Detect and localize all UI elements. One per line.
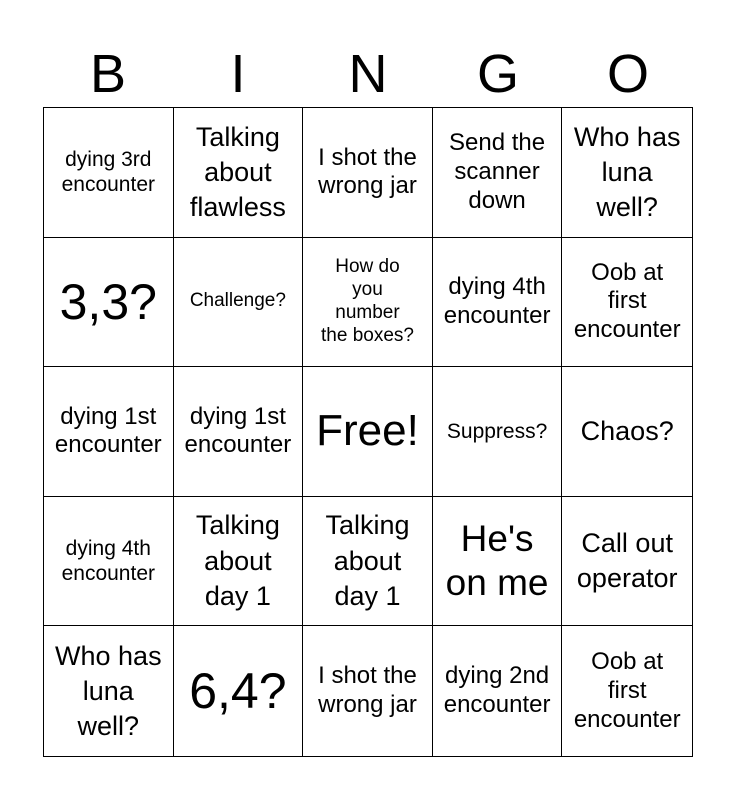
header-letter-g: G	[476, 44, 519, 104]
bingo-cell-text: Call out operator	[576, 528, 678, 594]
header-letter-n: N	[348, 44, 388, 104]
header-letter-o: O	[606, 44, 649, 104]
bingo-cell-r3-c4[interactable]	[433, 367, 563, 497]
bingo-cell-r2-c5[interactable]	[562, 238, 692, 368]
bingo-cell-r3-c5[interactable]	[562, 367, 692, 497]
bingo-cell-text: He's on me	[445, 517, 549, 604]
bingo-cell-text: Talking about flawless	[189, 121, 286, 222]
bingo-cell-text: dying 4th encounter	[61, 536, 155, 586]
bingo-cell-r1-c5[interactable]	[562, 108, 692, 238]
bingo-cell-text: Challenge?	[189, 290, 286, 312]
bingo-cell-r4-c4[interactable]	[433, 497, 563, 627]
header-letter-i: I	[230, 44, 246, 104]
bingo-grid	[43, 107, 693, 757]
bingo-cell-text: dying 1st encounter	[54, 402, 162, 459]
bingo-cell-text: Talking about day 1	[195, 510, 280, 611]
bingo-cell-r5-c5[interactable]	[562, 626, 692, 756]
bingo-cell-r2-c4[interactable]	[433, 238, 563, 368]
bingo-cell-r5-c2[interactable]	[174, 626, 304, 756]
bingo-cell-r2-c3[interactable]	[303, 238, 433, 368]
bingo-cell-r3-c3[interactable]	[303, 367, 433, 497]
bingo-cell-text: Who has luna well?	[55, 640, 162, 741]
bingo-cell-text: 6,4?	[189, 663, 287, 720]
bingo-cell-r2-c1[interactable]	[44, 238, 174, 368]
bingo-cell-text: Free!	[316, 406, 419, 456]
bingo-cell-text: Talking about day 1	[325, 510, 410, 611]
bingo-cell-r4-c5[interactable]	[562, 497, 692, 627]
bingo-cell-text: How do you number the boxes?	[321, 256, 414, 346]
bingo-cell-r1-c2[interactable]	[174, 108, 304, 238]
bingo-cell-text: Suppress?	[446, 419, 548, 443]
bingo-cell-text: I shot the wrong jar	[318, 143, 417, 200]
bingo-cell-text: 3,3?	[59, 273, 157, 330]
bingo-cell-r5-c3[interactable]	[303, 626, 433, 756]
bingo-cell-text: dying 4th encounter	[443, 273, 551, 329]
header-letter-b: B	[89, 44, 127, 104]
bingo-cell-r1-c1[interactable]	[44, 108, 174, 238]
bingo-header	[43, 40, 693, 108]
bingo-cell-text: Chaos?	[580, 415, 674, 446]
bingo-cell-r4-c2[interactable]	[174, 497, 304, 627]
bingo-cell-r4-c3[interactable]	[303, 497, 433, 627]
bingo-cell-text: dying 1st encounter	[184, 402, 292, 459]
bingo-cell-text: I shot the wrong jar	[318, 662, 417, 719]
bingo-cell-r4-c1[interactable]	[44, 497, 174, 627]
bingo-cell-r1-c3[interactable]	[303, 108, 433, 238]
bingo-cell-r1-c4[interactable]	[433, 108, 563, 238]
bingo-cell-text: Oob at first encounter	[573, 258, 681, 344]
bingo-cell-text: Who has luna well?	[573, 121, 681, 222]
bingo-cell-text: Oob at first encounter	[573, 648, 681, 733]
bingo-cell-text: dying 3rd encounter	[61, 148, 155, 197]
bingo-cell-text: Send the scanner down	[449, 129, 546, 214]
bingo-cell-r5-c4[interactable]	[433, 626, 563, 756]
bingo-cell-r3-c1[interactable]	[44, 367, 174, 497]
bingo-cell-r5-c1[interactable]	[44, 626, 174, 756]
bingo-cell-r2-c2[interactable]	[174, 238, 304, 368]
bingo-cell-r3-c2[interactable]	[174, 367, 304, 497]
bingo-cell-text: dying 2nd encounter	[443, 662, 551, 719]
